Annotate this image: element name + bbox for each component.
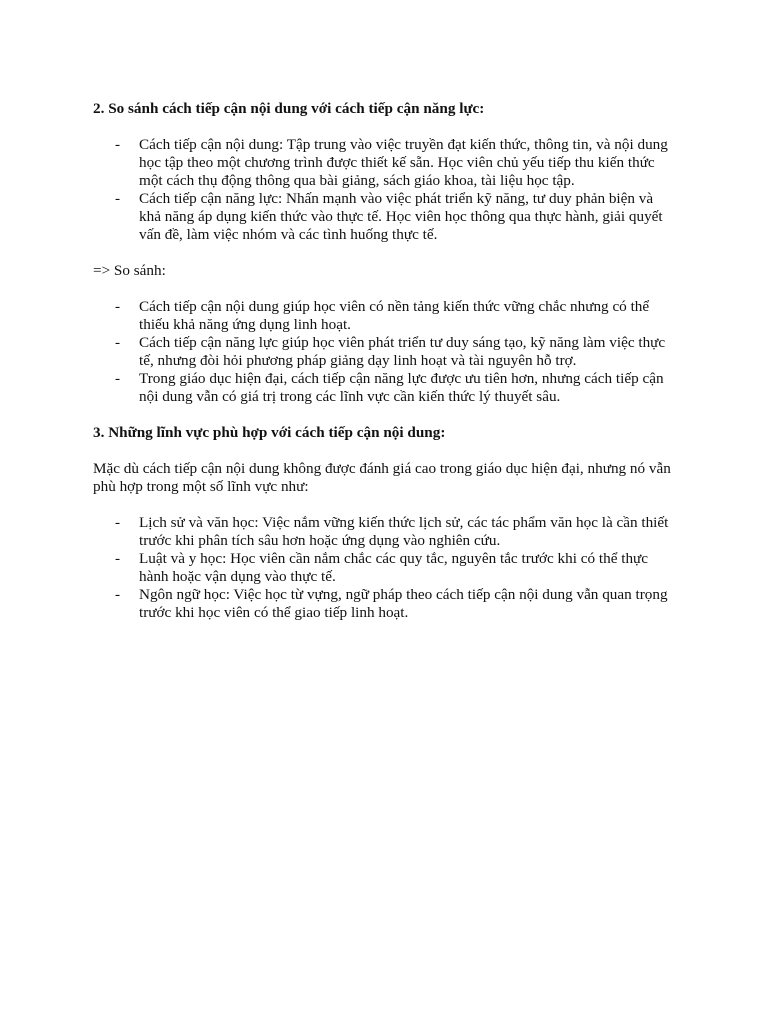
suitable-fields-list bbox=[93, 514, 678, 622]
list-item bbox=[93, 370, 678, 406]
bullet-dash: - bbox=[115, 370, 121, 387]
list-item bbox=[93, 136, 678, 190]
bullet-dash: - bbox=[115, 334, 121, 351]
list-item bbox=[93, 298, 678, 334]
section-2-heading: 2. So sánh cách tiếp cận nội dung với cách tiếp cận năng lực: bbox=[93, 100, 485, 117]
list-item-text: Cách tiếp cận nội dung giúp học viên có nền tảng kiến thức vững chắc nhưng có thể thiếu khả năng ứng dụng linh hoạt. bbox=[139, 298, 650, 333]
list-item-text: Lịch sử và văn học: Việc nắm vững kiến thức lịch sử, các tác phẩm văn học là cần thiết trước khi phân tích sâu hơn hoặc ứng dụng vào nghiên cứu. bbox=[139, 514, 669, 549]
list-item bbox=[93, 190, 678, 244]
list-item-text: Cách tiếp cận nội dung: Tập trung vào việc truyền đạt kiến thức, thông tin, và nội dung học tập theo một chương trình được thiết kế sẵn. Học viên chủ yếu tiếp thu kiến thức một cách thụ động thông qua bài giảng, sách giáo khoa, tài liệu học tập. bbox=[139, 136, 668, 189]
approach-definition-list bbox=[93, 136, 678, 244]
document-content bbox=[93, 100, 678, 640]
bullet-dash: - bbox=[115, 298, 121, 315]
list-item-text: Ngôn ngữ học: Việc học từ vựng, ngữ pháp theo cách tiếp cận nội dung vẫn quan trọng trước khi học viên có thể giao tiếp linh hoạt. bbox=[139, 586, 668, 621]
list-item bbox=[93, 334, 678, 370]
bullet-dash: - bbox=[115, 586, 121, 603]
list-item-text: Trong giáo dục hiện đại, cách tiếp cận năng lực được ưu tiên hơn, nhưng cách tiếp cận nội dung vẫn có giá trị trong các lĩnh vực cần kiến thức lý thuyết sâu. bbox=[139, 370, 664, 405]
list-item-text: Cách tiếp cận năng lực: Nhấn mạnh vào việc phát triển kỹ năng, tư duy phản biện và khả năng áp dụng kiến thức vào thực tế. Học viên học thông qua thực hành, giải quyết vấn đề, làm việc nhóm và các tình huống thực tế. bbox=[139, 190, 663, 243]
bullet-dash: - bbox=[115, 136, 121, 153]
section-3-heading: 3. Những lĩnh vực phù hợp với cách tiếp cận nội dung: bbox=[93, 424, 446, 441]
bullet-dash: - bbox=[115, 190, 121, 207]
list-item bbox=[93, 514, 678, 550]
comparison-list bbox=[93, 298, 678, 406]
list-item bbox=[93, 586, 678, 622]
list-item-text: Cách tiếp cận năng lực giúp học viên phát triển tư duy sáng tạo, kỹ năng làm việc thực tế, nhưng đòi hỏi phương pháp giảng dạy linh hoạt và tài nguyên hỗ trợ. bbox=[139, 334, 666, 369]
bullet-dash: - bbox=[115, 514, 121, 531]
comparison-label: => So sánh: bbox=[93, 262, 166, 279]
section-3-intro: Mặc dù cách tiếp cận nội dung không được đánh giá cao trong giáo dục hiện đại, nhưng nó vẫn phù hợp trong một số lĩnh vực như: bbox=[93, 460, 671, 495]
list-item-text: Luật và y học: Học viên cần nắm chắc các quy tắc, nguyên tắc trước khi có thể thực hành hoặc vận dụng vào thực tế. bbox=[139, 550, 649, 585]
list-item bbox=[93, 550, 678, 586]
bullet-dash: - bbox=[115, 550, 121, 567]
